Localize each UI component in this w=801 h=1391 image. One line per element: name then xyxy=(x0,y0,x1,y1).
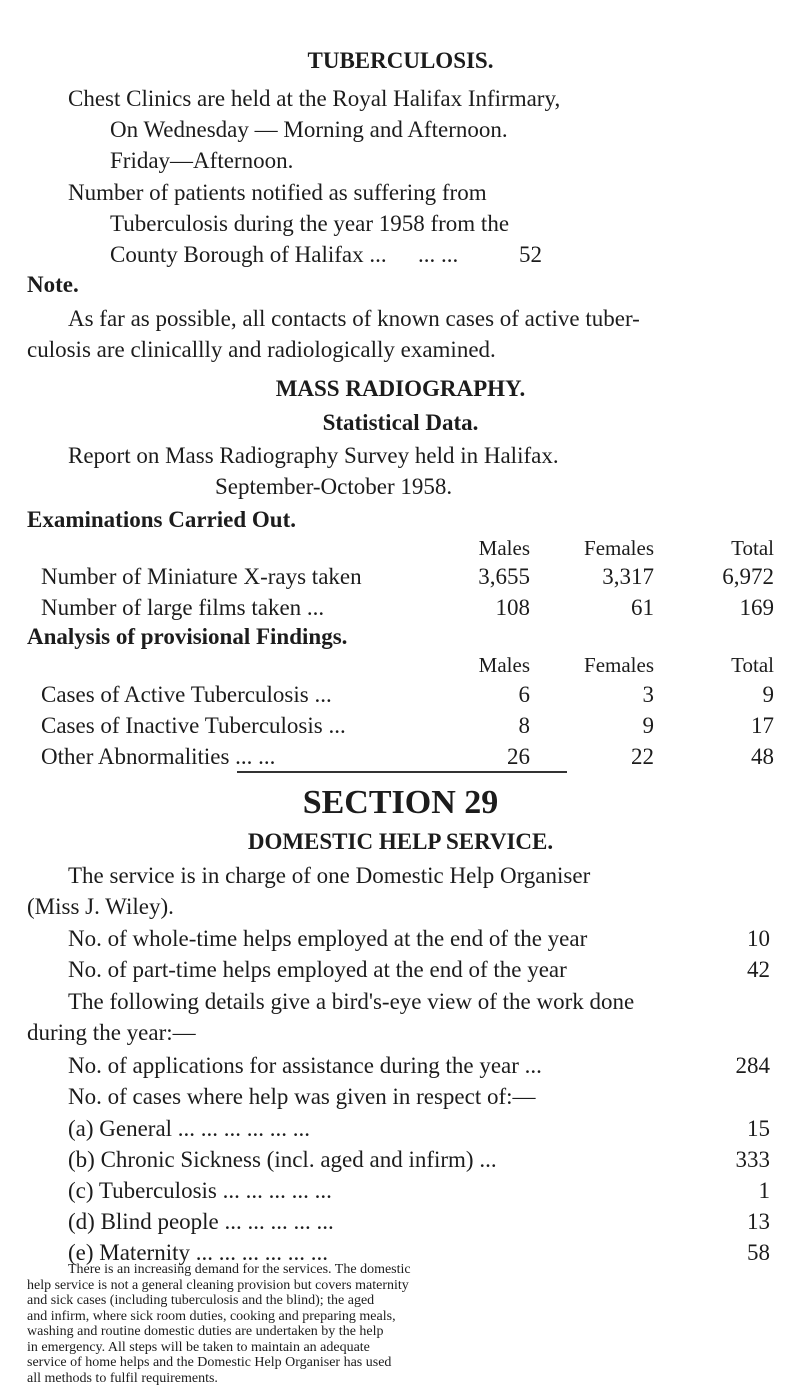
exam-header-females: Females xyxy=(584,536,654,560)
notified-line-3: County Borough of Halifax ... xyxy=(110,242,387,267)
case-value: 13 xyxy=(747,1209,770,1234)
clinics-line-1: Chest Clinics are held at the Royal Halifax Infirmary, xyxy=(68,86,561,111)
service-intro-line-1: The service is in charge of one Domestic Help Organiser xyxy=(68,863,591,888)
exam-row-value: 3,655 xyxy=(478,564,530,589)
domestic-help-heading: DOMESTIC HELP SERVICE. xyxy=(247,829,554,854)
analysis-row-value: 48 xyxy=(751,744,774,769)
notified-leader-dots: ... ... xyxy=(418,242,459,267)
wholetime-label: No. of whole-time helps employed at the end of the year xyxy=(68,926,588,951)
tuberculosis-heading: TUBERCULOSIS. xyxy=(307,48,494,73)
clinics-line-3: Friday—Afternoon. xyxy=(110,148,294,173)
statistical-data-heading: Statistical Data. xyxy=(322,410,479,435)
parttime-label: No. of part-time helps employed at the end of the year xyxy=(68,957,567,982)
report-line-1: Report on Mass Radiography Survey held in Halifax. xyxy=(68,443,559,468)
section-heading: SECTION 29 xyxy=(302,784,499,821)
exam-header-total: Total xyxy=(731,536,774,560)
closing-line: service of home helps and the Domestic Help Organiser has used xyxy=(27,1355,392,1370)
case-value: 1 xyxy=(758,1178,770,1203)
note-heading: Note. xyxy=(27,272,79,297)
report-line-2: September-October 1958. xyxy=(215,474,453,499)
analysis-row-label: Cases of Inactive Tuberculosis ... xyxy=(41,713,346,738)
notified-line-2: Tuberculosis during the year 1958 from the xyxy=(110,211,510,236)
analysis-row-value: 17 xyxy=(751,713,774,738)
exam-row-label: Number of large films taken ... xyxy=(41,595,325,620)
service-intro-line-2: (Miss J. Wiley). xyxy=(27,894,174,919)
note-line-1: As far as possible, all contacts of known cases of active tuber- xyxy=(68,306,640,331)
closing-line: all methods to fulfil requirements. xyxy=(27,1370,218,1386)
exam-row-value: 169 xyxy=(739,595,774,620)
case-value: 58 xyxy=(747,1240,770,1265)
analysis-heading: Analysis of provisional Findings. xyxy=(27,624,348,649)
analysis-row-value: 6 xyxy=(518,682,530,707)
analysis-row-value: 3 xyxy=(642,682,654,707)
closing-line: and sick cases (including tuberculosis and the blind); the aged xyxy=(27,1293,375,1308)
examinations-heading: Examinations Carried Out. xyxy=(27,507,296,532)
case-label: (e) Maternity ... ... ... ... ... ... xyxy=(68,1240,328,1265)
case-value: 15 xyxy=(747,1116,770,1141)
notified-line-1: Number of patients notified as suffering from xyxy=(68,180,487,205)
exam-row-value: 6,972 xyxy=(722,564,774,589)
analysis-row-value: 8 xyxy=(518,713,530,738)
analysis-row-value: 26 xyxy=(507,744,530,769)
closing-line: in emergency. All steps will be taken to maintain an adequate xyxy=(27,1339,370,1355)
closing-line: and infirm, where sick room duties, cooking and preparing meals, xyxy=(27,1308,396,1324)
analysis-row-value: 9 xyxy=(762,682,774,707)
closing-line: washing and routine domestic duties are undertaken by the help xyxy=(27,1324,384,1339)
notified-value: 52 xyxy=(519,242,542,267)
closing-line: help service is not a general cleaning provision but covers maternity xyxy=(27,1277,409,1293)
closing-line: There is an increasing demand for the services. The domestic xyxy=(68,1262,411,1277)
cases-heading: No. of cases where help was given in respect of:— xyxy=(68,1084,536,1109)
case-label: (d) Blind people ... ... ... ... ... xyxy=(68,1209,334,1234)
details-line-1: The following details give a bird's-eye view of the work done xyxy=(68,989,635,1014)
applications-value: 284 xyxy=(735,1053,770,1078)
analysis-header-females: Females xyxy=(584,653,654,677)
details-line-2: during the year:— xyxy=(27,1020,196,1045)
exam-row-value: 61 xyxy=(631,595,654,620)
applications-label: No. of applications for assistance during the year ... xyxy=(68,1053,542,1078)
section-divider xyxy=(237,771,567,773)
case-label: (c) Tuberculosis ... ... ... ... ... xyxy=(68,1178,332,1203)
parttime-value: 42 xyxy=(747,957,770,982)
analysis-row-value: 9 xyxy=(642,713,654,738)
case-value: 333 xyxy=(735,1147,770,1172)
clinics-line-2: On Wednesday — Morning and Afternoon. xyxy=(110,117,508,142)
note-line-2: culosis are clinicallly and radiologically examined. xyxy=(27,337,496,362)
case-label: (b) Chronic Sickness (incl. aged and infirm) ... xyxy=(68,1147,497,1172)
mass-radiography-heading: MASS RADIOGRAPHY. xyxy=(275,376,526,401)
analysis-header-males: Males xyxy=(478,653,530,677)
wholetime-value: 10 xyxy=(747,926,770,951)
analysis-row-value: 22 xyxy=(631,744,654,769)
exam-row-value: 3,317 xyxy=(602,564,654,589)
exam-row-value: 108 xyxy=(495,595,530,620)
analysis-row-label: Other Abnormalities ... ... xyxy=(41,744,276,769)
exam-header-males: Males xyxy=(478,536,530,560)
analysis-row-label: Cases of Active Tuberculosis ... xyxy=(41,682,332,707)
analysis-header-total: Total xyxy=(731,653,774,677)
exam-row-label: Number of Miniature X-rays taken xyxy=(41,564,362,589)
case-label: (a) General ... ... ... ... ... ... xyxy=(68,1116,311,1141)
